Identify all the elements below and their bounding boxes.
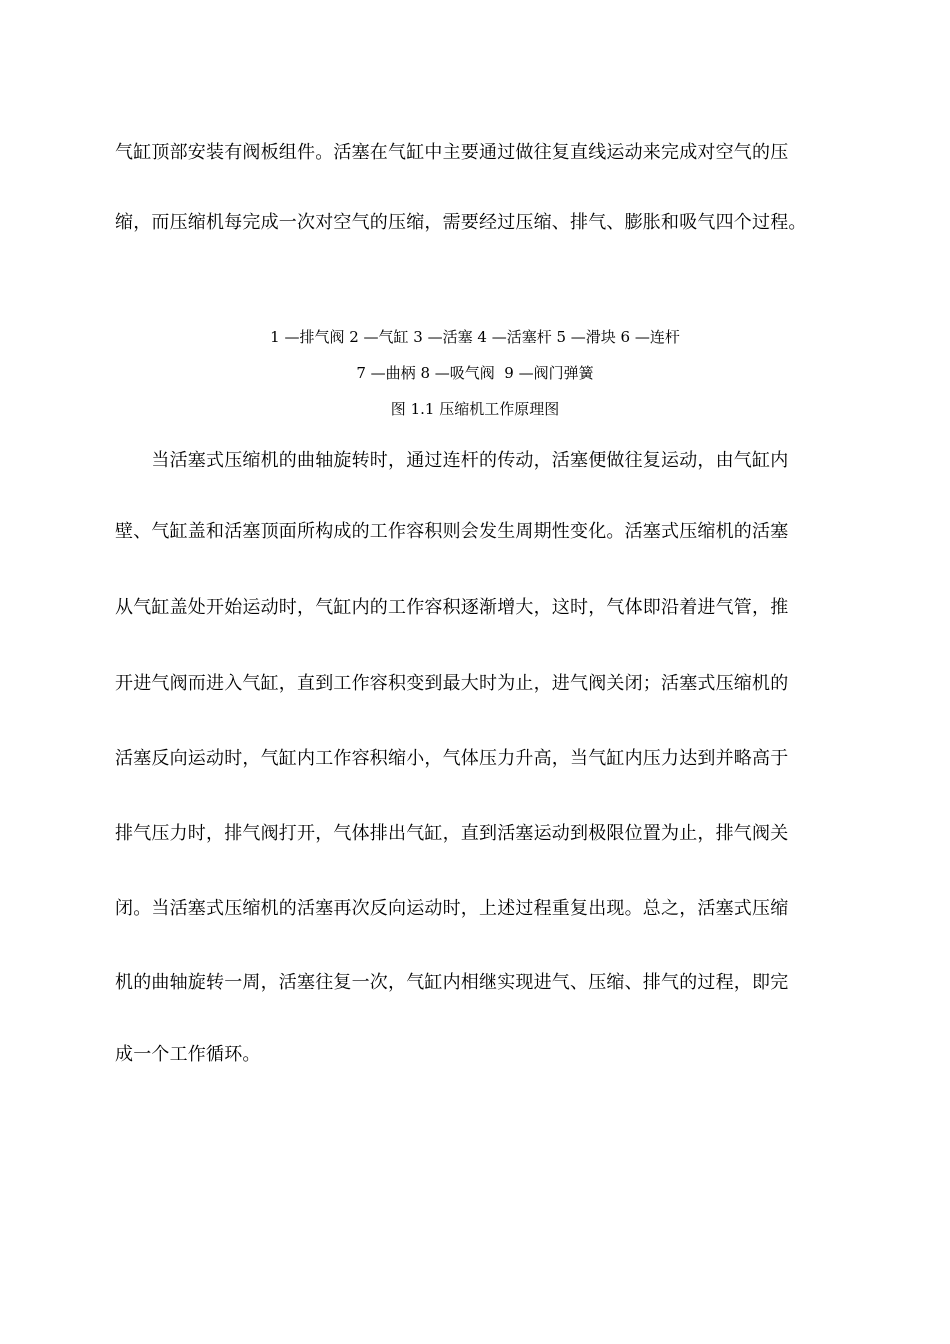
paragraph-line: 缩，而压缩机每完成一次对空气的压缩，需要经过压缩、排气、膨胀和吸气四个过程。 <box>115 212 807 233</box>
paragraph-line: 开进气阀而进入气缸，直到工作容积变到最大时为止，进气阀关闭；活塞式压缩机的 <box>115 673 789 694</box>
figure-legend-line-1: 1 —排气阀 2 —气缸 3 —活塞 4 —活塞杆 5 —滑块 6 —连杆 <box>270 328 680 346</box>
figure-legend-line-2: 7 —曲柄 8 —吸气阀 9 —阀门弹簧 <box>356 364 594 382</box>
paragraph-line: 成一个工作循环。 <box>115 1044 261 1065</box>
paragraph-line: 气缸顶部安装有阀板组件。活塞在气缸中主要通过做往复直线运动来完成对空气的压 <box>115 142 789 163</box>
paragraph-line: 排气压力时，排气阀打开，气体排出气缸，直到活塞运动到极限位置为止，排气阀关 <box>115 823 789 844</box>
paragraph-line: 当活塞式压缩机的曲轴旋转时，通过连杆的传动，活塞便做往复运动，由气缸内 <box>115 450 789 471</box>
paragraph-line: 壁、气缸盖和活塞顶面所构成的工作容积则会发生周期性变化。活塞式压缩机的活塞 <box>115 521 789 542</box>
paragraph-line: 闭。当活塞式压缩机的活塞再次反向运动时，上述过程重复出现。总之，活塞式压缩 <box>115 898 789 919</box>
paragraph-line: 活塞反向运动时，气缸内工作容积缩小，气体压力升高，当气缸内压力达到并略高于 <box>115 748 789 769</box>
figure-caption: 图 1.1 压缩机工作原理图 <box>390 400 560 418</box>
paragraph-line: 从气缸盖处开始运动时，气缸内的工作容积逐渐增大，这时，气体即沿着进气管，推 <box>115 597 789 618</box>
paragraph-line: 机的曲轴旋转一周，活塞往复一次，气缸内相继实现进气、压缩、排气的过程，即完 <box>115 972 789 993</box>
